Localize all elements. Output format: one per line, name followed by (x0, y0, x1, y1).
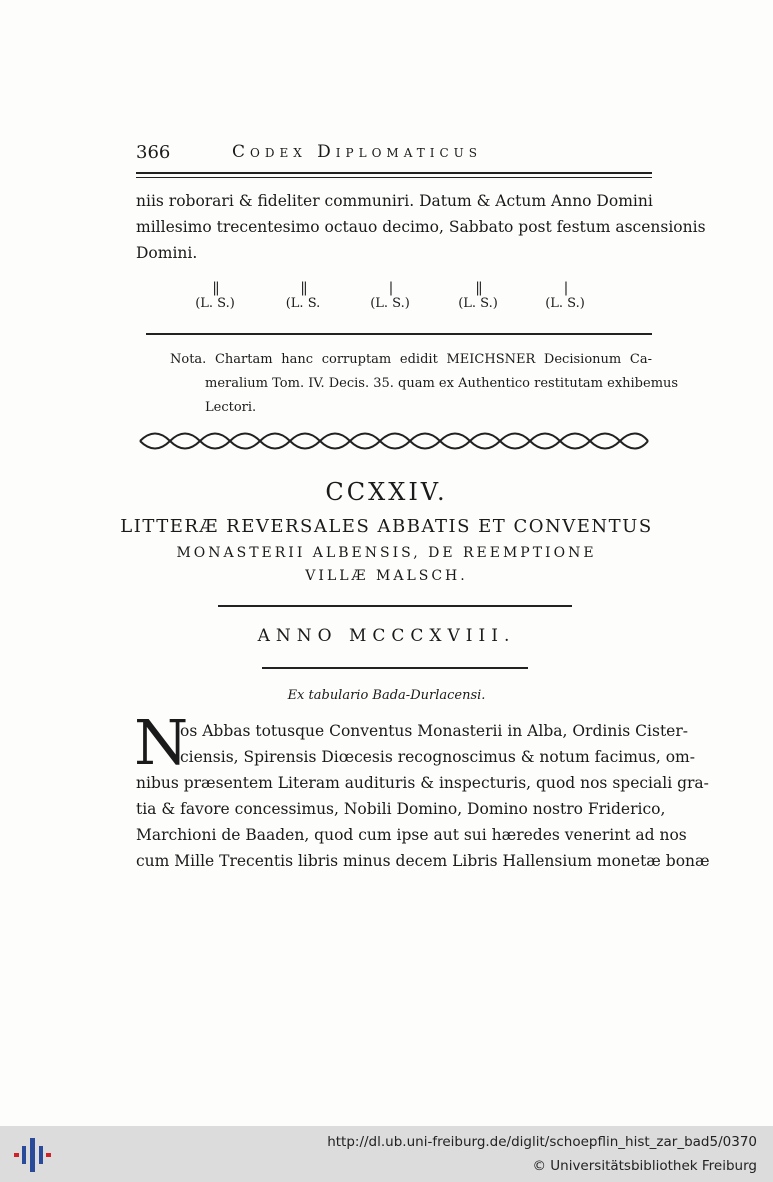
footer-copyright: © Universitätsbibliothek Freiburg (532, 1158, 757, 1174)
page-number: 366 (136, 142, 171, 163)
document-title-line: VILLÆ MALSCH. (305, 568, 468, 584)
seal: || (L. S.) (195, 280, 235, 311)
document-title-line: MONASTERII ALBENSIS, DE REEMPTIONE (176, 545, 597, 561)
section-rule (146, 333, 652, 335)
nota-line: meralium Tom. IV. Decis. 35. quam ex Authentico restitutam exhibemus (205, 376, 679, 391)
braided-ornament (136, 430, 652, 452)
document-year: ANNO MCCCXVIII. (257, 626, 516, 646)
source-note: Ex tabulario Bada-Durlacensi. (287, 688, 486, 703)
nota-line: Nota. Chartam hanc corruptam edidit MEICHSNER Decisionum Ca- (170, 352, 652, 367)
seal: || (L. S. (285, 280, 321, 311)
text-line: nibus præsentem Literam audituris & inspecturis, quod nos speciali gra- (136, 774, 709, 792)
footer-url-link[interactable]: http://dl.ub.uni-freiburg.de/diglit/schoepflin_hist_zar_bad5/0370 (327, 1134, 757, 1150)
text-line: ciensis, Spirensis Diœcesis recognoscimus & notum facimus, om- (180, 748, 695, 766)
text-line: tia & favore concessimus, Nobili Domino, Domino nostro Friderico, (136, 800, 666, 818)
header-rule-bottom (136, 177, 652, 178)
text-line: Marchioni de Baaden, quod cum ipse aut sui hæredes venerint ad nos (136, 826, 687, 844)
nota-line: Lectori. (205, 400, 257, 415)
text-line: os Abbas totusque Conventus Monasterii in Alba, Ordinis Cister- (180, 722, 688, 740)
title-rule (218, 605, 572, 607)
document-number: CCXXIV. (325, 478, 448, 506)
text-line: cum Mille Trecentis libris minus decem Libris Hallensium monetæ bonæ (136, 852, 710, 870)
seal: | (L. S.) (545, 280, 585, 311)
header-rule-top (136, 172, 652, 174)
drop-cap: N (134, 706, 189, 779)
text-line: millesimo trecentesimo octauo decimo, Sabbato post festum ascensionis (136, 218, 706, 236)
library-logo-icon (12, 1136, 52, 1174)
year-rule (262, 667, 528, 669)
footer-bar (0, 1126, 773, 1182)
seal: | (L. S.) (370, 280, 410, 311)
running-title: Codex Diplomaticus (232, 142, 482, 162)
text-line: niis roborari & fideliter communiri. Datum & Actum Anno Domini (136, 192, 653, 210)
document-title-line: LITTERÆ REVERSALES ABBATIS ET CONVENTUS (120, 516, 653, 537)
seal: || (L. S.) (458, 280, 498, 311)
text-line: Domini. (136, 244, 198, 262)
seal-row (190, 280, 590, 320)
